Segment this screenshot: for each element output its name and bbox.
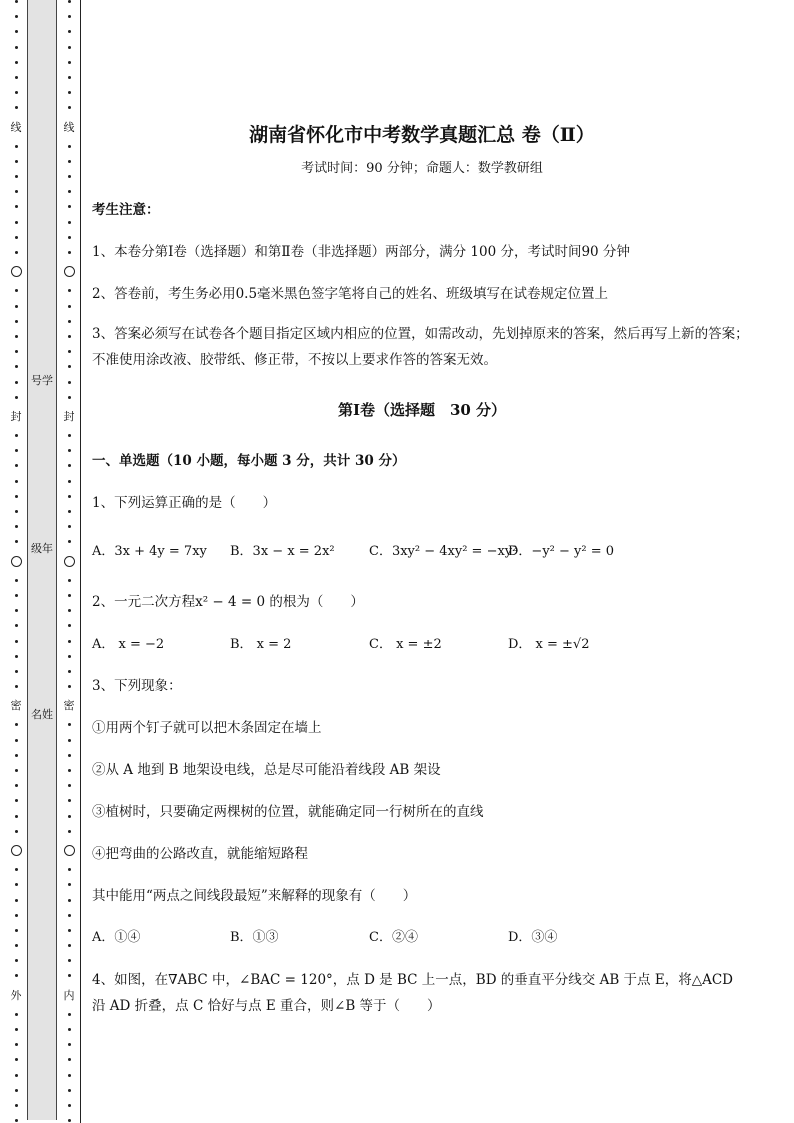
binding-dot <box>68 799 71 802</box>
q2-option-c: C． x = ±2 <box>369 637 442 652</box>
binding-dot <box>68 381 71 384</box>
binding-dot <box>68 1028 71 1031</box>
binding-dot <box>68 236 71 239</box>
binding-dot <box>68 365 71 368</box>
binding-dot <box>68 685 71 688</box>
binding-dot <box>68 655 71 658</box>
binding-dot <box>68 106 71 109</box>
binding-dot <box>68 76 71 79</box>
binding-dot <box>68 0 71 3</box>
binding-dot <box>15 495 18 498</box>
binding-dot <box>15 670 18 673</box>
binding-dot <box>68 175 71 178</box>
binding-dot <box>15 335 18 338</box>
q3-option-a: A．①④ <box>92 930 141 945</box>
question-3-stem: 3、下列现象： <box>92 678 182 694</box>
binding-dot <box>68 350 71 353</box>
binding-dot <box>68 784 71 787</box>
binding-dot <box>15 510 18 513</box>
binding-border <box>80 0 81 1123</box>
binding-dot <box>68 1043 71 1046</box>
binding-dot <box>15 1013 18 1016</box>
binding-dot <box>68 868 71 871</box>
binding-dot <box>15 594 18 597</box>
q3-item-4: ④把弯曲的公路改直，就能缩短路程 <box>92 846 308 862</box>
grade-label: 级年 <box>31 542 53 555</box>
binding-dot <box>68 1074 71 1077</box>
binding-dot <box>68 464 71 467</box>
binding-dot <box>15 236 18 239</box>
binding-dot <box>15 754 18 757</box>
binding-dot <box>68 251 71 254</box>
binding-dot <box>68 624 71 627</box>
student-info-strip <box>27 0 57 1120</box>
binding-dot <box>68 91 71 94</box>
section-title: 第Ⅰ卷（选择题 30 分） <box>337 401 507 419</box>
binding-dot <box>15 739 18 742</box>
binding-dot <box>15 175 18 178</box>
binding-mark: 封 <box>63 409 75 423</box>
exam-subtitle: 考试时间：90 分钟；命题人：数学教研组 <box>301 161 543 176</box>
binding-dot <box>15 320 18 323</box>
binding-dot <box>68 160 71 163</box>
binding-dot <box>68 449 71 452</box>
binding-dot <box>68 221 71 224</box>
name-label: 名姓 <box>31 708 53 721</box>
binding-dot <box>15 1119 18 1122</box>
binding-dot <box>68 61 71 64</box>
binding-dot <box>68 145 71 148</box>
binding-dot <box>15 784 18 787</box>
q3-item-3: ③植树时，只要确定两棵树的位置，就能确定同一行树所在的直线 <box>92 804 484 820</box>
binding-dot <box>15 449 18 452</box>
binding-dot <box>68 434 71 437</box>
binding-dot <box>15 251 18 254</box>
part-heading: 一、单选题（10 小题，每小题 3 分，共计 30 分） <box>92 453 406 469</box>
binding-dot <box>15 305 18 308</box>
binding-dot <box>68 830 71 833</box>
binding-dot <box>68 579 71 582</box>
binding-dot <box>15 944 18 947</box>
binding-dot <box>68 609 71 612</box>
binding-dot <box>68 305 71 308</box>
binding-circle <box>11 556 22 567</box>
question-2-stem: 2、一元二次方程x² − 4 = 0 的根为（ ） <box>92 594 364 610</box>
binding-dot <box>15 145 18 148</box>
binding-dot <box>15 205 18 208</box>
binding-dot <box>68 640 71 643</box>
binding-dot <box>15 929 18 932</box>
binding-dot <box>68 190 71 193</box>
binding-dot <box>15 525 18 528</box>
binding-mark: 密 <box>10 699 22 713</box>
binding-mark: 封 <box>10 409 22 423</box>
binding-dot <box>68 46 71 49</box>
binding-dot <box>15 289 18 292</box>
binding-circle <box>11 266 22 277</box>
binding-dot <box>15 61 18 64</box>
binding-dot <box>15 396 18 399</box>
binding-dot <box>68 974 71 977</box>
binding-dot <box>15 1104 18 1107</box>
binding-dot <box>15 106 18 109</box>
binding-dot <box>68 540 71 543</box>
binding-dot <box>68 815 71 818</box>
binding-dot <box>68 670 71 673</box>
binding-dot <box>68 510 71 513</box>
binding-circle <box>11 845 22 856</box>
binding-dot <box>15 1089 18 1092</box>
binding-circle <box>64 556 75 567</box>
binding-dot <box>68 1119 71 1122</box>
binding-dot <box>15 868 18 871</box>
binding-mark: 线 <box>10 120 22 134</box>
binding-dot <box>15 91 18 94</box>
binding-dot <box>15 190 18 193</box>
binding-dot <box>68 525 71 528</box>
binding-dot <box>68 495 71 498</box>
binding-dot <box>68 754 71 757</box>
binding-dot <box>68 769 71 772</box>
binding-dot <box>15 685 18 688</box>
notice-heading: 考生注意： <box>92 202 160 218</box>
binding-dot <box>15 365 18 368</box>
binding-dot <box>68 1089 71 1092</box>
binding-dot <box>15 464 18 467</box>
question-4-stem-line-2: 沿 AD 折叠，点 C 恰好与点 E 重合，则∠B 等于（ ） <box>92 998 441 1014</box>
binding-dot <box>68 205 71 208</box>
binding-dot <box>15 30 18 33</box>
q3-item-2: ②从 A 地到 B 地架设电线，总是尽可能沿着线段 AB 架设 <box>92 762 441 778</box>
binding-dot <box>15 624 18 627</box>
binding-dot <box>15 799 18 802</box>
q1-option-b: B．3x − x = 2x² <box>230 544 335 559</box>
binding-dot <box>15 609 18 612</box>
question-4-stem-line-1: 4、如图，在∇ABC 中，∠BAC = 120°，点 D 是 BC 上一点，BD 的垂直平分线交 AB 于点 E，将△ACD <box>92 972 733 988</box>
outer-binding-line <box>8 0 24 1123</box>
binding-circle <box>64 266 75 277</box>
binding-dot <box>15 640 18 643</box>
q3-option-c: C．②④ <box>369 930 418 945</box>
binding-dot <box>15 480 18 483</box>
binding-mark: 内 <box>63 988 75 1002</box>
binding-dot <box>68 289 71 292</box>
binding-dot <box>15 46 18 49</box>
binding-dot <box>15 883 18 886</box>
binding-dot <box>15 221 18 224</box>
binding-dot <box>68 739 71 742</box>
q3-question: 其中能用“两点之间线段最短”来解释的现象有（ ） <box>92 888 417 904</box>
binding-dot <box>15 540 18 543</box>
q1-option-a: A．3x + 4y = 7xy <box>92 544 207 559</box>
q1-option-d: D．−y² − y² = 0 <box>508 544 615 559</box>
q3-option-b: B．①③ <box>230 930 279 945</box>
notice-item-2: 2、答卷前，考生务必用0.5毫米黑色签字笔将自己的姓名、班级填写在试卷规定位置上 <box>92 286 609 302</box>
binding-dot <box>15 381 18 384</box>
binding-dot <box>15 830 18 833</box>
binding-dot <box>68 1104 71 1107</box>
binding-dot <box>15 0 18 3</box>
question-1-stem: 1、下列运算正确的是（ ） <box>92 495 277 511</box>
binding-dot <box>68 320 71 323</box>
binding-mark: 密 <box>63 699 75 713</box>
binding-dot <box>15 1043 18 1046</box>
q2-option-b: B． x = 2 <box>230 637 292 652</box>
binding-dot <box>15 1074 18 1077</box>
binding-dot <box>68 335 71 338</box>
binding-dot <box>15 974 18 977</box>
binding-dot <box>68 929 71 932</box>
binding-dot <box>15 959 18 962</box>
binding-dot <box>15 76 18 79</box>
binding-dot <box>15 723 18 726</box>
binding-dot <box>15 1058 18 1061</box>
binding-dot <box>68 914 71 917</box>
binding-dot <box>15 769 18 772</box>
binding-dot <box>68 396 71 399</box>
student-number-label: 号学 <box>31 374 53 387</box>
binding-dot <box>68 959 71 962</box>
binding-circle <box>64 845 75 856</box>
q2-option-d: D． x = ±√2 <box>508 637 590 652</box>
binding-dot <box>15 15 18 18</box>
binding-dot <box>68 594 71 597</box>
binding-dot <box>15 350 18 353</box>
binding-dot <box>15 160 18 163</box>
notice-item-3: 3、答案必须写在试卷各个题目指定区域内相应的位置，如需改动，先划掉原来的答案，然后再写上新的答案；不准使用涂改液、胶带纸、修正带，不按以上要求作答的答案无效。 <box>92 326 749 368</box>
binding-dot <box>68 1058 71 1061</box>
binding-dot <box>68 15 71 18</box>
binding-dot <box>68 1013 71 1016</box>
binding-dot <box>15 655 18 658</box>
binding-dot <box>68 899 71 902</box>
notice-item-1: 1、本卷分第Ⅰ卷（选择题）和第Ⅱ卷（非选择题）两部分，满分 100 分，考试时间90 分钟 <box>92 244 630 260</box>
binding-dot <box>68 480 71 483</box>
binding-dot <box>68 30 71 33</box>
binding-dot <box>15 815 18 818</box>
binding-dot <box>15 579 18 582</box>
binding-mark: 外 <box>10 988 22 1002</box>
binding-mark: 线 <box>63 120 75 134</box>
q2-option-a: A． x = −2 <box>92 637 165 652</box>
binding-dot <box>15 434 18 437</box>
q1-option-c: C．3xy² − 4xy² = −xy² <box>369 544 518 559</box>
binding-dot <box>68 883 71 886</box>
binding-dot <box>68 723 71 726</box>
binding-dot <box>15 899 18 902</box>
exam-title: 湖南省怀化市中考数学真题汇总 卷（Ⅱ） <box>249 124 595 146</box>
binding-dot <box>15 914 18 917</box>
q3-item-1: ①用两个钉子就可以把木条固定在墙上 <box>92 720 322 736</box>
binding-dot <box>68 944 71 947</box>
q3-option-d: D．③④ <box>508 930 558 945</box>
binding-dot <box>15 1028 18 1031</box>
inner-binding-line <box>60 0 78 1123</box>
